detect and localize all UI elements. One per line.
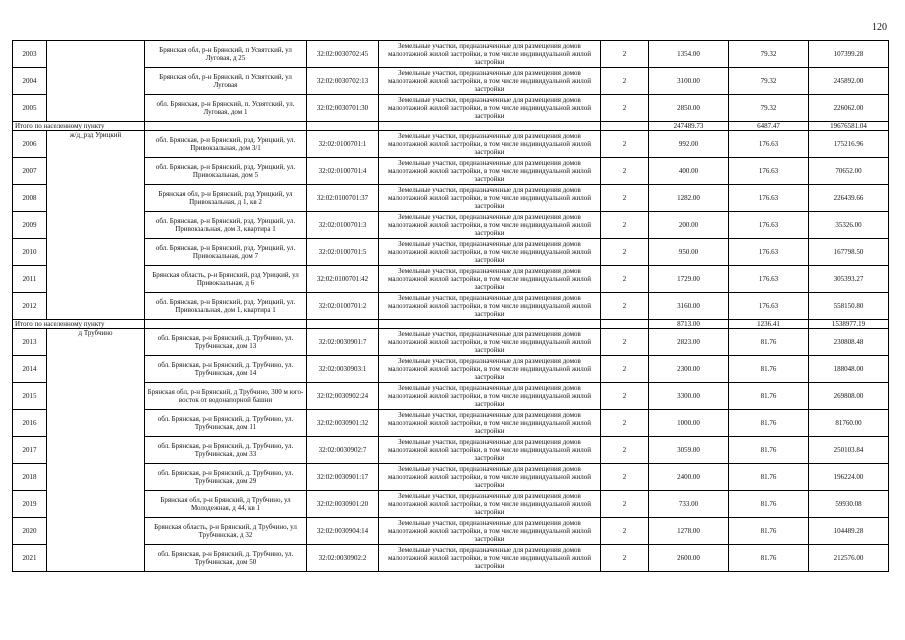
- row-number: 2009: [13, 212, 47, 239]
- cadastral-value: 81760.00: [809, 410, 889, 437]
- land-use-description: Земельные участки, предназначенные для размещения домов малоэтажной жилой застройки, в том числе индивидуальной жилой застройки: [379, 491, 601, 518]
- total-label: Итого по населенному пункту: [13, 122, 145, 131]
- row-number: 2011: [13, 266, 47, 293]
- group-number: 2: [601, 41, 649, 68]
- table-row: [13, 410, 889, 437]
- land-use-description: Земельные участки, предназначенные для размещения домов малоэтажной жилой застройки, в том числе индивидуальной жилой застройки: [379, 518, 601, 545]
- parcel-area: 1282.00: [649, 185, 729, 212]
- cadastral-value: 70652.00: [809, 158, 889, 185]
- cadastral-number: 32:02:0100701:1: [307, 131, 379, 158]
- table-row: [13, 464, 889, 491]
- parcel-address: Брянская обл, р-н Брянский, д Трубчино, ул Молодежная, д 44, кв 1: [145, 491, 307, 518]
- parcel-area: 2600.00: [649, 545, 729, 572]
- parcel-address: Брянская обл, р-н Брянский, п Усвятский, ул Луговая, д 25: [145, 41, 307, 68]
- table-row: [13, 131, 889, 158]
- total-empty-cell: [601, 320, 649, 329]
- cadastral-number: 32:02:0030901:17: [307, 464, 379, 491]
- row-number: 2020: [13, 518, 47, 545]
- cadastral-value: 226439.66: [809, 185, 889, 212]
- land-use-description: Земельные участки, предназначенные для размещения домов малоэтажной жилой застройки, в том числе индивидуальной жилой застройки: [379, 68, 601, 95]
- land-use-description: Земельные участки, предназначенные для размещения домов малоэтажной жилой застройки, в том числе индивидуальной жилой застройки: [379, 293, 601, 320]
- cadastral-value: 59930.08: [809, 491, 889, 518]
- locality-name: д Трубчино: [47, 329, 145, 572]
- table-row: [13, 266, 889, 293]
- cadastral-number: 32:02:0030901:20: [307, 491, 379, 518]
- cadastral-number: 32:02:0030904:14: [307, 518, 379, 545]
- land-use-description: Земельные участки, предназначенные для размещения домов малоэтажной жилой застройки, в том числе индивидуальной жилой застройки: [379, 239, 601, 266]
- parcel-area: 3059.00: [649, 437, 729, 464]
- specific-value: 176.63: [729, 212, 809, 239]
- cadastral-number: 32:02:0030903:1: [307, 356, 379, 383]
- locality-total-row: [13, 320, 889, 329]
- land-use-description: Земельные участки, предназначенные для размещения домов малоэтажной жилой застройки, в том числе индивидуальной жилой застройки: [379, 212, 601, 239]
- land-use-description: Земельные участки, предназначенные для размещения домов малоэтажной жилой застройки, в том числе индивидуальной жилой застройки: [379, 356, 601, 383]
- cadastral-value-table: [12, 40, 889, 572]
- total-area: 8713.00: [649, 320, 729, 329]
- cadastral-value: 104489.28: [809, 518, 889, 545]
- land-use-description: Земельные участки, предназначенные для размещения домов малоэтажной жилой застройки, в том числе индивидуальной жилой застройки: [379, 410, 601, 437]
- parcel-area: 733.00: [649, 491, 729, 518]
- row-number: 2014: [13, 356, 47, 383]
- cadastral-number: 32:02:0030702:13: [307, 68, 379, 95]
- group-number: 2: [601, 293, 649, 320]
- table-row: [13, 329, 889, 356]
- cadastral-value: 305393.27: [809, 266, 889, 293]
- specific-value: 81.76: [729, 356, 809, 383]
- group-number: 2: [601, 95, 649, 122]
- cadastral-value: 269808.00: [809, 383, 889, 410]
- specific-value: 81.76: [729, 545, 809, 572]
- specific-value: 81.76: [729, 437, 809, 464]
- cadastral-number: 32:02:0030901:7: [307, 329, 379, 356]
- page-number: 120: [872, 22, 887, 33]
- cadastral-number: 32:02:0030701:30: [307, 95, 379, 122]
- cadastral-number: 32:02:0100701:3: [307, 212, 379, 239]
- land-use-description: Земельные участки, предназначенные для размещения домов малоэтажной жилой застройки, в том числе индивидуальной жилой застройки: [379, 464, 601, 491]
- total-rate: 1236.41: [729, 320, 809, 329]
- table-row: [13, 158, 889, 185]
- group-number: 2: [601, 185, 649, 212]
- table-row: [13, 185, 889, 212]
- specific-value: 81.76: [729, 329, 809, 356]
- land-use-description: Земельные участки, предназначенные для размещения домов малоэтажной жилой застройки, в том числе индивидуальной жилой застройки: [379, 95, 601, 122]
- specific-value: 79.32: [729, 41, 809, 68]
- parcel-area: 2823.00: [649, 329, 729, 356]
- cadastral-value: 188048.00: [809, 356, 889, 383]
- group-number: 2: [601, 158, 649, 185]
- specific-value: 81.76: [729, 491, 809, 518]
- parcel-address: обл. Брянская, р-н Брянский, д. Трубчино, ул. Трубчинская, дом 33: [145, 437, 307, 464]
- cadastral-number: 32:02:0100701:42: [307, 266, 379, 293]
- row-number: 2016: [13, 410, 47, 437]
- row-number: 2004: [13, 68, 47, 95]
- parcel-address: обл. Брянская, р-н Брянский, рзд. Урицкий, ул. Привокзальная, дом 7: [145, 239, 307, 266]
- parcel-address: обл. Брянская, р-н Брянский, д. Трубчино, ул. Трубчинская, дом 50: [145, 545, 307, 572]
- row-number: 2015: [13, 383, 47, 410]
- cadastral-number: 32:02:0100701:2: [307, 293, 379, 320]
- land-use-description: Земельные участки, предназначенные для размещения домов малоэтажной жилой застройки, в том числе индивидуальной жилой застройки: [379, 383, 601, 410]
- parcel-area: 2300.00: [649, 356, 729, 383]
- parcel-address: Брянская область, р-н Брянский, д Трубчино, ул Трубчинская, д 32: [145, 518, 307, 545]
- row-number: 2013: [13, 329, 47, 356]
- specific-value: 79.32: [729, 95, 809, 122]
- table-row: [13, 41, 889, 68]
- parcel-area: 1354.00: [649, 41, 729, 68]
- specific-value: 176.63: [729, 266, 809, 293]
- land-use-description: Земельные участки, предназначенные для размещения домов малоэтажной жилой застройки, в том числе индивидуальной жилой застройки: [379, 158, 601, 185]
- specific-value: 81.76: [729, 410, 809, 437]
- cadastral-value: 167798.50: [809, 239, 889, 266]
- cadastral-value: 230808.48: [809, 329, 889, 356]
- total-empty-cell: [145, 320, 307, 329]
- land-use-description: Земельные участки, предназначенные для размещения домов малоэтажной жилой застройки, в том числе индивидуальной жилой застройки: [379, 437, 601, 464]
- group-number: 2: [601, 518, 649, 545]
- table-row: [13, 68, 889, 95]
- parcel-address: обл. Брянская, р-н Брянский, д. Трубчино, ул. Трубчинская, дом 13: [145, 329, 307, 356]
- group-number: 2: [601, 329, 649, 356]
- cadastral-value: 250103.84: [809, 437, 889, 464]
- table-row: [13, 95, 889, 122]
- land-use-description: Земельные участки, предназначенные для размещения домов малоэтажной жилой застройки, в том числе индивидуальной жилой застройки: [379, 266, 601, 293]
- total-empty-cell: [145, 122, 307, 131]
- parcel-area: 2400.00: [649, 464, 729, 491]
- cadastral-value: 175216.96: [809, 131, 889, 158]
- group-number: 2: [601, 437, 649, 464]
- specific-value: 81.76: [729, 518, 809, 545]
- parcel-area: 1000.00: [649, 410, 729, 437]
- land-use-description: Земельные участки, предназначенные для размещения домов малоэтажной жилой застройки, в том числе индивидуальной жилой застройки: [379, 41, 601, 68]
- table-row: [13, 383, 889, 410]
- cadastral-number: 32:02:0030902:7: [307, 437, 379, 464]
- table-row: [13, 212, 889, 239]
- row-number: 2008: [13, 185, 47, 212]
- cadastral-number: 32:02:0030702:45: [307, 41, 379, 68]
- table-row: [13, 518, 889, 545]
- group-number: 2: [601, 491, 649, 518]
- group-number: 2: [601, 68, 649, 95]
- specific-value: 176.63: [729, 131, 809, 158]
- cadastral-value: 558150.80: [809, 293, 889, 320]
- cadastral-value: 35326.00: [809, 212, 889, 239]
- row-number: 2006: [13, 131, 47, 158]
- land-use-description: Земельные участки, предназначенные для размещения домов малоэтажной жилой застройки, в том числе индивидуальной жилой застройки: [379, 185, 601, 212]
- total-empty-cell: [379, 320, 601, 329]
- parcel-address: обл. Брянская, р-н Брянский, рзд. Урицкий, ул. Привокзальная, дом 3/1: [145, 131, 307, 158]
- group-number: 2: [601, 383, 649, 410]
- row-number: 2018: [13, 464, 47, 491]
- total-empty-cell: [307, 320, 379, 329]
- group-number: 2: [601, 239, 649, 266]
- parcel-address: Брянская обл, р-н Брянский, рзд Урицкий, ул Привокзальная, д 1, кв 2: [145, 185, 307, 212]
- group-number: 2: [601, 212, 649, 239]
- cadastral-value: 107399.28: [809, 41, 889, 68]
- specific-value: 176.63: [729, 293, 809, 320]
- cadastral-number: 32:02:0100701:4: [307, 158, 379, 185]
- table-row: [13, 491, 889, 518]
- parcel-address: обл. Брянская, р-н Брянский, д. Трубчино, ул. Трубчинская, дом 29: [145, 464, 307, 491]
- total-label: Итого по населенному пункту: [13, 320, 145, 329]
- parcel-area: 2850.00: [649, 95, 729, 122]
- parcel-address: обл. Брянская, р-н Брянский, д. Трубчино, ул. Трубчинская, дом 11: [145, 410, 307, 437]
- land-use-description: Земельные участки, предназначенные для размещения домов малоэтажной жилой застройки, в том числе индивидуальной жилой застройки: [379, 329, 601, 356]
- parcel-area: 200.00: [649, 212, 729, 239]
- table-row: [13, 356, 889, 383]
- land-use-description: Земельные участки, предназначенные для размещения домов малоэтажной жилой застройки, в том числе индивидуальной жилой застройки: [379, 131, 601, 158]
- parcel-address: обл. Брянская, р-н Брянский, рзд. Урицкий, ул. Привокзальная, дом 1, квартира 1: [145, 293, 307, 320]
- parcel-area: 950.00: [649, 239, 729, 266]
- cadastral-value: 212576.00: [809, 545, 889, 572]
- parcel-address: Брянская обл, р-н Брянский, п Усвятский, ул Луговая: [145, 68, 307, 95]
- locality-name: ж/д_рзд Урицкий: [47, 131, 145, 320]
- table-row: [13, 545, 889, 572]
- total-area: 247489.73: [649, 122, 729, 131]
- parcel-area: 1278.00: [649, 518, 729, 545]
- specific-value: 79.32: [729, 68, 809, 95]
- row-number: 2012: [13, 293, 47, 320]
- total-value: 19676581.04: [809, 122, 889, 131]
- parcel-address: обл. Брянская, р-н Брянский, рзд. Урицкий, ул. Привокзальная, дом 3, квартира 1: [145, 212, 307, 239]
- cadastral-number: 32:02:0030902:24: [307, 383, 379, 410]
- specific-value: 81.76: [729, 464, 809, 491]
- parcel-address: обл. Брянская, р-н Брянский, рзд. Урицкий, ул. Привокзальная, дом 5: [145, 158, 307, 185]
- parcel-area: 3300.00: [649, 383, 729, 410]
- specific-value: 81.76: [729, 383, 809, 410]
- row-number: 2019: [13, 491, 47, 518]
- locality-name: [47, 41, 145, 122]
- row-number: 2010: [13, 239, 47, 266]
- parcel-area: 992.00: [649, 131, 729, 158]
- row-number: 2005: [13, 95, 47, 122]
- land-use-description: Земельные участки, предназначенные для размещения домов малоэтажной жилой застройки, в том числе индивидуальной жилой застройки: [379, 545, 601, 572]
- total-empty-cell: [601, 122, 649, 131]
- table-row: [13, 239, 889, 266]
- parcel-area: 3100.00: [649, 68, 729, 95]
- row-number: 2017: [13, 437, 47, 464]
- total-rate: 6487.47: [729, 122, 809, 131]
- group-number: 2: [601, 356, 649, 383]
- group-number: 2: [601, 464, 649, 491]
- row-number: 2021: [13, 545, 47, 572]
- parcel-address: обл. Брянская, р-н Брянский, д. Трубчино, ул. Трубчинская, дом 14: [145, 356, 307, 383]
- cadastral-number: 32:02:0030902:2: [307, 545, 379, 572]
- group-number: 2: [601, 545, 649, 572]
- cadastral-value: 245892.00: [809, 68, 889, 95]
- group-number: 2: [601, 131, 649, 158]
- parcel-address: обл. Брянская, р-н Брянский, п. Усвятский, ул. Луговая, дом 1: [145, 95, 307, 122]
- specific-value: 176.63: [729, 185, 809, 212]
- group-number: 2: [601, 266, 649, 293]
- parcel-address: Брянская обл, р-н Брянский, д Трубчино, 300 м юго-восток от водонапорной башни: [145, 383, 307, 410]
- table-row: [13, 293, 889, 320]
- total-value: 1538977.19: [809, 320, 889, 329]
- cadastral-number: 32:02:0030901:32: [307, 410, 379, 437]
- parcel-address: Брянская область, р-н Брянский, рзд Урицкий, ул Привокзальная, д 6: [145, 266, 307, 293]
- table-row: [13, 437, 889, 464]
- total-empty-cell: [307, 122, 379, 131]
- specific-value: 176.63: [729, 158, 809, 185]
- group-number: 2: [601, 410, 649, 437]
- specific-value: 176.63: [729, 239, 809, 266]
- parcel-area: 1729.00: [649, 266, 729, 293]
- row-number: 2007: [13, 158, 47, 185]
- cadastral-number: 32:02:0100701:37: [307, 185, 379, 212]
- row-number: 2003: [13, 41, 47, 68]
- cadastral-value: 226062.00: [809, 95, 889, 122]
- parcel-area: 3160.00: [649, 293, 729, 320]
- total-empty-cell: [379, 122, 601, 131]
- cadastral-value: 196224.00: [809, 464, 889, 491]
- parcel-area: 400.00: [649, 158, 729, 185]
- locality-total-row: [13, 122, 889, 131]
- cadastral-number: 32:02:0100701:5: [307, 239, 379, 266]
